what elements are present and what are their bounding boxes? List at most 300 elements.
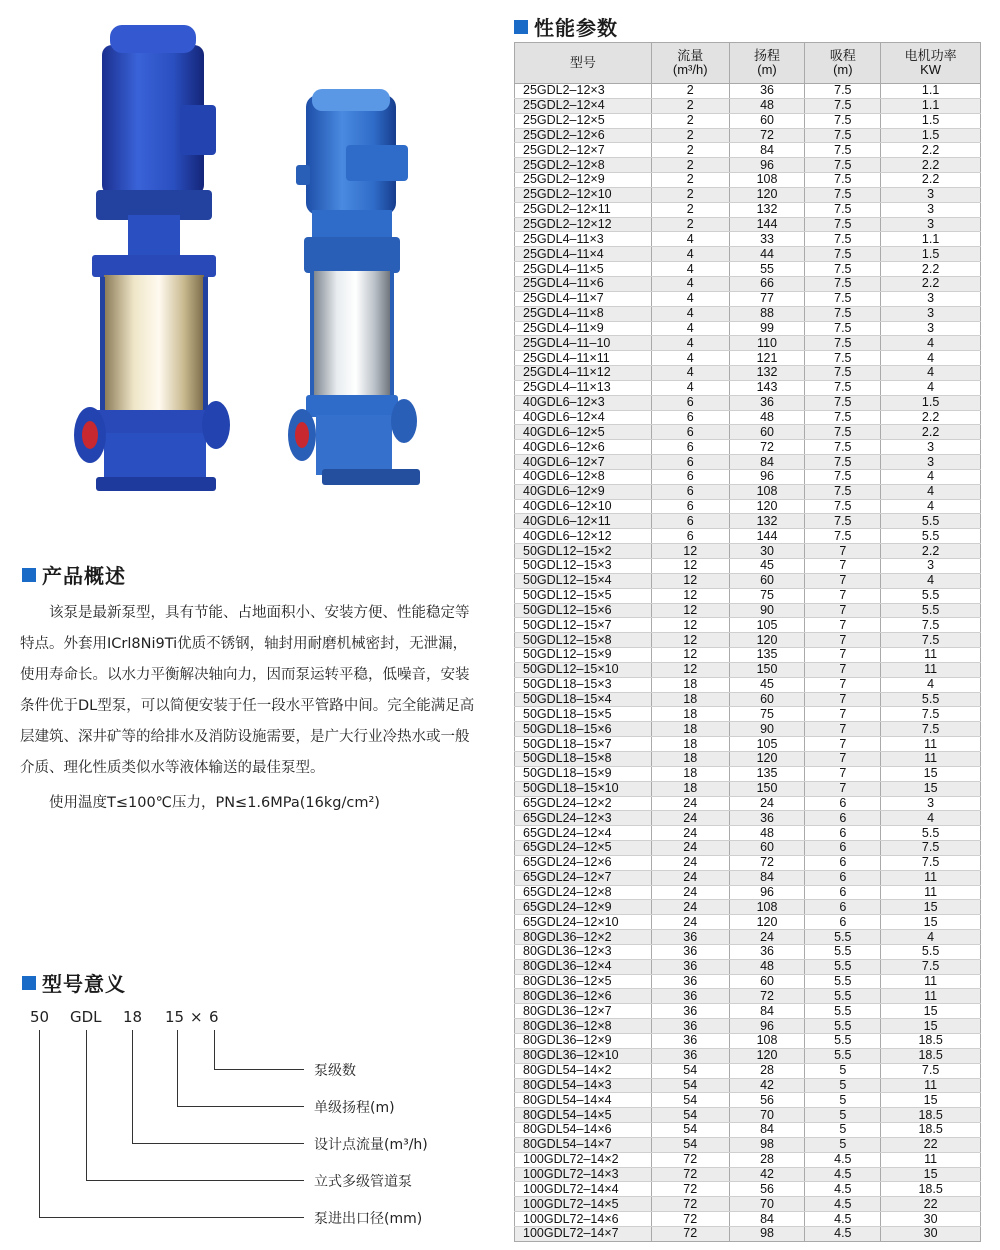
cell-suction: 5 [805, 1078, 881, 1093]
table-header-row [515, 43, 981, 84]
cell-head: 60 [729, 974, 805, 989]
table-row [515, 1167, 981, 1182]
table-row [515, 766, 981, 781]
table-row [515, 143, 981, 158]
cell-suction: 7.5 [805, 529, 881, 544]
cell-model: 80GDL36–12×10 [515, 1048, 652, 1063]
cell-model: 80GDL54–14×7 [515, 1137, 652, 1152]
cell-suction: 6 [805, 855, 881, 870]
table-row [515, 855, 981, 870]
table-row [515, 603, 981, 618]
cell-suction: 7.5 [805, 410, 881, 425]
cell-flow: 6 [651, 514, 729, 529]
cell-head: 60 [729, 113, 805, 128]
header-suction: 吸程 (m) [805, 43, 881, 84]
cell-power: 1.5 [881, 128, 981, 143]
cell-flow: 36 [651, 930, 729, 945]
cell-head: 88 [729, 306, 805, 321]
cell-model: 80GDL36–12×7 [515, 1004, 652, 1019]
cell-power: 30 [881, 1212, 981, 1227]
cell-suction: 6 [805, 900, 881, 915]
overview-heading [22, 560, 126, 589]
cell-power: 2.2 [881, 425, 981, 440]
cell-model: 25GDL2–12×9 [515, 173, 652, 188]
cell-head: 84 [729, 1004, 805, 1019]
cell-power: 4 [881, 484, 981, 499]
cell-model: 80GDL54–14×2 [515, 1063, 652, 1078]
cell-suction: 7.5 [805, 380, 881, 395]
overview-paragraph: 该泵是最新泵型，具有节能、占地面积小、安装方便、性能稳定等特点。外套用ICrl8Ni9Ti优质不锈钢，轴封用耐磨机械密封，无泄漏，使用寿命长。以水力平衡解决轴向力，因而泵运转平稳，低噪音，安装条件优于DL型泵，可以简便安装于任一段水平管路中间。完全能满足高层建筑、深井矿等的给排水及消防设施需要，是广大行业冷热水或一般介质、理化性质类似水等液体输送的最佳泵型。 [20, 605, 475, 776]
cell-suction: 7.5 [805, 455, 881, 470]
cell-suction: 5 [805, 1093, 881, 1108]
cell-flow: 36 [651, 1034, 729, 1049]
cell-power: 2.2 [881, 143, 981, 158]
pump-illustrations [60, 25, 440, 505]
cell-flow: 6 [651, 484, 729, 499]
cell-flow: 6 [651, 469, 729, 484]
cell-model: 80GDL54–14×3 [515, 1078, 652, 1093]
cell-power: 15 [881, 1019, 981, 1034]
cell-head: 42 [729, 1167, 805, 1182]
cell-power: 5.5 [881, 529, 981, 544]
cell-power: 11 [881, 885, 981, 900]
table-row [515, 751, 981, 766]
cell-model: 25GDL4–11–10 [515, 336, 652, 351]
overview-usage: 使用温度T≤100℃压力，PN≤1.6MPa(16kg/cm²) [49, 795, 380, 811]
cell-model: 25GDL2–12×11 [515, 202, 652, 217]
cell-flow: 4 [651, 366, 729, 381]
cell-suction: 7.5 [805, 232, 881, 247]
cell-head: 60 [729, 573, 805, 588]
cell-head: 90 [729, 722, 805, 737]
cell-flow: 24 [651, 841, 729, 856]
cell-model: 25GDL4–11×8 [515, 306, 652, 321]
table-row [515, 173, 981, 188]
cell-head: 105 [729, 618, 805, 633]
cell-flow: 36 [651, 974, 729, 989]
cell-suction: 5.5 [805, 1004, 881, 1019]
table-row [515, 618, 981, 633]
cell-suction: 6 [805, 870, 881, 885]
cell-flow: 4 [651, 351, 729, 366]
cell-power: 5.5 [881, 514, 981, 529]
cell-power: 3 [881, 187, 981, 202]
cell-head: 36 [729, 395, 805, 410]
cell-power: 18.5 [881, 1034, 981, 1049]
cell-model: 65GDL24–12×8 [515, 885, 652, 900]
cell-flow: 72 [651, 1212, 729, 1227]
cell-suction: 7 [805, 618, 881, 633]
cell-model: 25GDL2–12×4 [515, 98, 652, 113]
cell-flow: 18 [651, 677, 729, 692]
cell-power: 7.5 [881, 841, 981, 856]
cell-flow: 4 [651, 380, 729, 395]
cell-model: 40GDL6–12×3 [515, 395, 652, 410]
cell-head: 120 [729, 1048, 805, 1063]
cell-model: 80GDL36–12×3 [515, 944, 652, 959]
cell-model: 65GDL24–12×5 [515, 841, 652, 856]
cell-flow: 12 [651, 648, 729, 663]
cell-head: 45 [729, 559, 805, 574]
cell-head: 150 [729, 781, 805, 796]
cell-flow: 36 [651, 959, 729, 974]
table-row [515, 692, 981, 707]
table-body [515, 84, 981, 1242]
cell-power: 18.5 [881, 1108, 981, 1123]
table-row [515, 262, 981, 277]
cell-flow: 2 [651, 98, 729, 113]
cell-suction: 7.5 [805, 173, 881, 188]
cell-flow: 12 [651, 618, 729, 633]
cell-flow: 6 [651, 529, 729, 544]
table-row [515, 796, 981, 811]
cell-flow: 2 [651, 113, 729, 128]
cell-power: 1.1 [881, 232, 981, 247]
cell-flow: 2 [651, 187, 729, 202]
cell-suction: 6 [805, 826, 881, 841]
table-row [515, 98, 981, 113]
cell-head: 36 [729, 84, 805, 99]
cell-flow: 6 [651, 499, 729, 514]
model-meaning-diagram [20, 1002, 480, 1242]
table-row [515, 930, 981, 945]
cell-power: 1.5 [881, 113, 981, 128]
cell-power: 15 [881, 900, 981, 915]
cell-power: 5.5 [881, 588, 981, 603]
cell-model: 40GDL6–12×11 [515, 514, 652, 529]
cell-model: 50GDL18–15×5 [515, 707, 652, 722]
table-row [515, 1212, 981, 1227]
cell-flow: 2 [651, 173, 729, 188]
table-row [515, 187, 981, 202]
cell-flow: 54 [651, 1137, 729, 1152]
cell-suction: 5.5 [805, 1034, 881, 1049]
cell-power: 2.2 [881, 173, 981, 188]
cell-suction: 5 [805, 1123, 881, 1138]
cell-head: 24 [729, 930, 805, 945]
code-part-stages: 6 [209, 1008, 219, 1026]
table-row [515, 544, 981, 559]
cell-suction: 7.5 [805, 217, 881, 232]
cell-model: 50GDL18–15×10 [515, 781, 652, 796]
cell-suction: 7.5 [805, 321, 881, 336]
table-row [515, 737, 981, 752]
cell-model: 80GDL54–14×4 [515, 1093, 652, 1108]
cell-model: 40GDL6–12×8 [515, 469, 652, 484]
cell-flow: 24 [651, 885, 729, 900]
cell-flow: 72 [651, 1197, 729, 1212]
table-row [515, 677, 981, 692]
cell-head: 132 [729, 514, 805, 529]
cell-suction: 7.5 [805, 366, 881, 381]
table-row [515, 484, 981, 499]
cell-model: 50GDL12–15×6 [515, 603, 652, 618]
cell-suction: 7.5 [805, 469, 881, 484]
pump-right [288, 89, 420, 485]
cell-suction: 7.5 [805, 351, 881, 366]
meaning-label-stages: 泵级数 [314, 1063, 356, 1079]
cell-model: 100GDL72–14×6 [515, 1212, 652, 1227]
cell-suction: 7 [805, 648, 881, 663]
table-row [515, 84, 981, 99]
cell-model: 50GDL12–15×2 [515, 544, 652, 559]
cell-model: 65GDL24–12×2 [515, 796, 652, 811]
cell-model: 25GDL4–11×11 [515, 351, 652, 366]
cell-suction: 7.5 [805, 187, 881, 202]
cell-flow: 2 [651, 84, 729, 99]
table-row [515, 469, 981, 484]
model-meaning-heading [22, 968, 126, 997]
table-row [515, 529, 981, 544]
cell-suction: 7 [805, 603, 881, 618]
table-row [515, 885, 981, 900]
cell-power: 3 [881, 440, 981, 455]
cell-suction: 6 [805, 811, 881, 826]
table-row [515, 1093, 981, 1108]
cell-flow: 4 [651, 306, 729, 321]
cell-head: 84 [729, 455, 805, 470]
table-row [515, 633, 981, 648]
cell-suction: 7.5 [805, 291, 881, 306]
cell-power: 15 [881, 1167, 981, 1182]
cell-flow: 2 [651, 143, 729, 158]
cell-power: 11 [881, 648, 981, 663]
cell-suction: 4.5 [805, 1197, 881, 1212]
table-row [515, 1034, 981, 1049]
cell-model: 25GDL2–12×5 [515, 113, 652, 128]
cell-head: 84 [729, 1123, 805, 1138]
cell-flow: 54 [651, 1078, 729, 1093]
cell-head: 120 [729, 187, 805, 202]
cell-flow: 2 [651, 217, 729, 232]
cell-head: 75 [729, 588, 805, 603]
cell-head: 72 [729, 855, 805, 870]
cell-power: 18.5 [881, 1048, 981, 1063]
cell-suction: 7.5 [805, 440, 881, 455]
cell-head: 42 [729, 1078, 805, 1093]
cell-power: 4 [881, 499, 981, 514]
cell-suction: 7.5 [805, 143, 881, 158]
cell-flow: 54 [651, 1093, 729, 1108]
cell-model: 50GDL18–15×3 [515, 677, 652, 692]
cell-suction: 5.5 [805, 944, 881, 959]
cell-flow: 4 [651, 291, 729, 306]
cell-suction: 7.5 [805, 276, 881, 291]
table-row [515, 128, 981, 143]
table-row [515, 395, 981, 410]
cell-head: 84 [729, 1212, 805, 1227]
cell-model: 40GDL6–12×10 [515, 499, 652, 514]
cell-model: 50GDL12–15×5 [515, 588, 652, 603]
table-row [515, 351, 981, 366]
cell-power: 3 [881, 291, 981, 306]
cell-model: 50GDL12–15×3 [515, 559, 652, 574]
cell-head: 105 [729, 737, 805, 752]
table-row [515, 722, 981, 737]
cell-flow: 2 [651, 128, 729, 143]
cell-flow: 36 [651, 944, 729, 959]
cell-suction: 5 [805, 1108, 881, 1123]
cell-model: 40GDL6–12×5 [515, 425, 652, 440]
cell-power: 7.5 [881, 633, 981, 648]
cell-power: 4 [881, 366, 981, 381]
cell-suction: 5 [805, 1137, 881, 1152]
table-row [515, 662, 981, 677]
performance-title: 性能参数 [534, 16, 618, 40]
table-row [515, 1078, 981, 1093]
cell-model: 80GDL36–12×4 [515, 959, 652, 974]
cell-head: 45 [729, 677, 805, 692]
cell-head: 120 [729, 915, 805, 930]
table-row [515, 1063, 981, 1078]
cell-flow: 72 [651, 1167, 729, 1182]
cell-head: 96 [729, 1019, 805, 1034]
meaning-label-type: 立式多级管道泵 [314, 1174, 412, 1190]
cell-flow: 72 [651, 1182, 729, 1197]
table-row [515, 1048, 981, 1063]
cell-model: 40GDL6–12×4 [515, 410, 652, 425]
cell-power: 11 [881, 662, 981, 677]
code-part-type: GDL [70, 1008, 102, 1026]
cell-head: 120 [729, 751, 805, 766]
overview-text [20, 598, 475, 819]
cell-suction: 4.5 [805, 1226, 881, 1241]
cell-power: 1.5 [881, 247, 981, 262]
cell-head: 70 [729, 1108, 805, 1123]
cell-model: 80GDL36–12×6 [515, 989, 652, 1004]
cell-suction: 7.5 [805, 84, 881, 99]
cell-suction: 7.5 [805, 262, 881, 277]
cell-model: 80GDL36–12×5 [515, 974, 652, 989]
cell-flow: 24 [651, 826, 729, 841]
meaning-label-flow: 设计点流量(m³/h) [314, 1137, 428, 1153]
cell-suction: 4.5 [805, 1152, 881, 1167]
table-row [515, 455, 981, 470]
cell-suction: 7.5 [805, 306, 881, 321]
cell-head: 30 [729, 544, 805, 559]
cell-model: 50GDL18–15×4 [515, 692, 652, 707]
cell-head: 144 [729, 217, 805, 232]
cell-suction: 4.5 [805, 1182, 881, 1197]
cell-suction: 6 [805, 796, 881, 811]
cell-head: 72 [729, 989, 805, 1004]
cell-head: 72 [729, 440, 805, 455]
cell-power: 3 [881, 559, 981, 574]
table-row [515, 974, 981, 989]
header-flow: 流量 (m³/h) [651, 43, 729, 84]
cell-head: 75 [729, 707, 805, 722]
cell-model: 65GDL24–12×9 [515, 900, 652, 915]
code-part-bore: 50 [30, 1008, 50, 1026]
table-row [515, 158, 981, 173]
cell-model: 25GDL4–11×3 [515, 232, 652, 247]
cell-power: 5.5 [881, 826, 981, 841]
cell-suction: 7.5 [805, 247, 881, 262]
cell-power: 5.5 [881, 944, 981, 959]
cell-suction: 5.5 [805, 1019, 881, 1034]
heading-square-icon [22, 568, 36, 582]
table-row [515, 1197, 981, 1212]
table-row [515, 202, 981, 217]
cell-head: 120 [729, 633, 805, 648]
table-row [515, 113, 981, 128]
cell-power: 3 [881, 217, 981, 232]
cell-flow: 6 [651, 410, 729, 425]
cell-head: 99 [729, 321, 805, 336]
table-row [515, 247, 981, 262]
cell-flow: 12 [651, 588, 729, 603]
cell-power: 22 [881, 1197, 981, 1212]
table-row [515, 573, 981, 588]
cell-flow: 72 [651, 1152, 729, 1167]
cell-flow: 6 [651, 440, 729, 455]
cell-power: 1.5 [881, 395, 981, 410]
cell-suction: 7.5 [805, 514, 881, 529]
cell-flow: 18 [651, 781, 729, 796]
cell-model: 100GDL72–14×5 [515, 1197, 652, 1212]
cell-flow: 54 [651, 1108, 729, 1123]
cell-suction: 7 [805, 544, 881, 559]
cell-head: 108 [729, 900, 805, 915]
table-row [515, 1004, 981, 1019]
table-row [515, 1152, 981, 1167]
cell-flow: 18 [651, 692, 729, 707]
cell-suction: 7.5 [805, 98, 881, 113]
table-row [515, 306, 981, 321]
cell-model: 80GDL36–12×2 [515, 930, 652, 945]
table-row [515, 811, 981, 826]
cell-head: 90 [729, 603, 805, 618]
cell-suction: 7 [805, 588, 881, 603]
cell-flow: 18 [651, 707, 729, 722]
meaning-label-head: 单级扬程(m) [314, 1100, 395, 1116]
cell-model: 25GDL2–12×6 [515, 128, 652, 143]
cell-power: 2.2 [881, 544, 981, 559]
cell-suction: 7 [805, 573, 881, 588]
cell-suction: 7.5 [805, 202, 881, 217]
cell-flow: 24 [651, 915, 729, 930]
cell-suction: 7.5 [805, 425, 881, 440]
model-meaning-title: 型号意义 [42, 972, 126, 996]
cell-head: 144 [729, 529, 805, 544]
table-row [515, 499, 981, 514]
cell-power: 3 [881, 306, 981, 321]
cell-suction: 6 [805, 841, 881, 856]
table-row [515, 781, 981, 796]
cell-head: 66 [729, 276, 805, 291]
cell-power: 11 [881, 974, 981, 989]
cell-model: 25GDL4–11×5 [515, 262, 652, 277]
table-row [515, 366, 981, 381]
cell-power: 4 [881, 677, 981, 692]
cell-suction: 7 [805, 766, 881, 781]
table-row [515, 989, 981, 1004]
cell-power: 2.2 [881, 262, 981, 277]
cell-model: 25GDL2–12×12 [515, 217, 652, 232]
cell-model: 50GDL12–15×9 [515, 648, 652, 663]
cell-head: 56 [729, 1182, 805, 1197]
cell-suction: 7 [805, 633, 881, 648]
heading-square-icon [514, 20, 528, 34]
cell-suction: 7 [805, 751, 881, 766]
cell-power: 4 [881, 930, 981, 945]
cell-flow: 24 [651, 811, 729, 826]
cell-suction: 5 [805, 1063, 881, 1078]
table-row [515, 321, 981, 336]
heading-square-icon [22, 976, 36, 990]
table-row [515, 648, 981, 663]
cell-power: 3 [881, 321, 981, 336]
